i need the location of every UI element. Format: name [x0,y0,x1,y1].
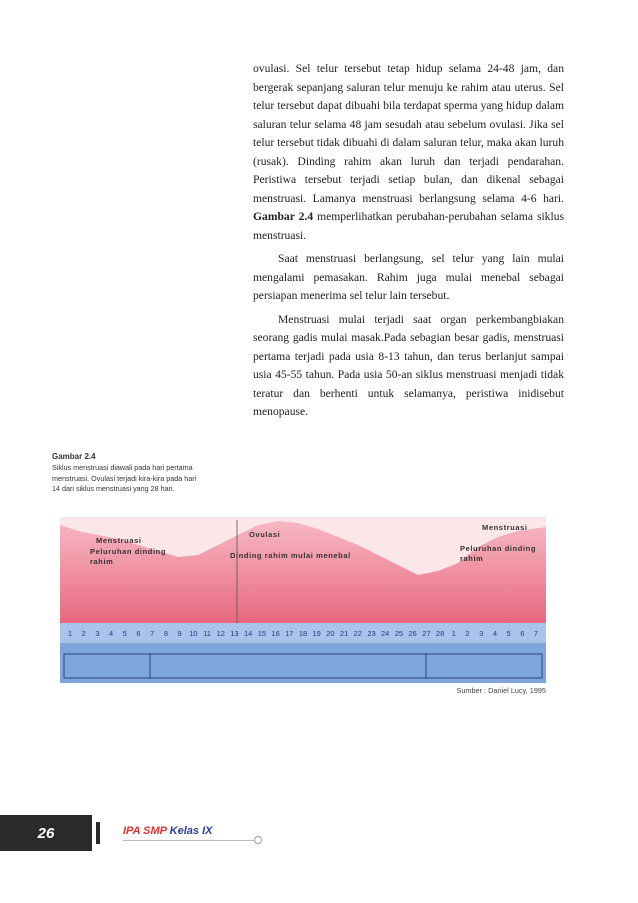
day-label: 28 [435,629,445,638]
label-peluruhan-right-2: rahim [460,554,484,563]
day-label: 1 [67,629,73,638]
caption-title: Gambar 2.4 [52,452,96,461]
day-label: 3 [479,629,484,638]
paragraph-2: Saat menstruasi berlangsung, sel telur yang lain mulai mengalami pemasakan. Rahim juga mulai menebal sebagai persiapan menerima sel telur lain tersebut. [253,252,564,302]
figure-caption [52,452,197,495]
menstrual-cycle-figure [58,515,548,685]
day-label: 8 [163,629,168,638]
day-label: 25 [394,629,404,638]
paragraph-3: Menstruasi mulai terjadi saat organ perkembangbiakan seorang gadis mulai masak.Pada sebagian besar gadis, menstruasi pertama terjadi pada usia 8-13 tahun, dan terus berlanjut sampai usia 45-55 tahun. Pada usia 50-an siklus menstruasi menjadi tidak teratur dan berhenti untuk selamanya, peristiwa inidisebut menopause. [253,312,564,418]
day-label: 5 [122,629,127,638]
day-label: 4 [492,629,497,638]
footer-divider [96,822,100,844]
label-peluruhan-left-1: Peluruhan dinding [90,547,167,556]
bottom-band [60,643,546,683]
day-label: 11 [203,629,211,638]
day-label: 6 [136,629,141,638]
day-label: 19 [312,629,321,638]
footer-dot-icon [254,836,262,844]
day-label: 2 [465,629,470,638]
day-label: 22 [353,629,362,638]
day-label: 4 [109,629,114,638]
body-text [253,60,564,427]
label-peluruhan-right-1: Peluruhan dinding [460,544,537,553]
footer-rule [123,840,255,841]
caption-text: Siklus menstruasi diawali pada hari pertama menstruasi. Ovulasi terjadi kira-kira pada hari 14 dari siklus menstruasi yang 28 hari. [52,463,197,494]
day-label: 20 [326,629,335,638]
day-label: 27 [422,629,431,638]
day-label: 24 [381,629,390,638]
figure-reference: Gambar 2.4 [253,210,314,223]
label-menstruasi-right: Menstruasi [482,523,528,532]
label-peluruhan-left-2: rahim [90,557,114,566]
day-label: 15 [257,629,267,638]
day-label: 2 [81,629,86,638]
day-label: 7 [150,629,155,638]
day-label: 26 [408,629,417,638]
figure-source: Sumber : Daniel Lucy, 1995 [456,686,546,695]
footer-book-title: IPA SMP Kelas IX [123,825,213,837]
day-label: 1 [451,629,456,638]
day-label: 5 [506,629,511,638]
day-label: 14 [244,629,253,638]
day-label: 16 [271,629,280,638]
day-label: 7 [533,629,539,638]
day-label: 23 [367,629,376,638]
day-label: 21 [339,629,349,638]
label-ovulasi: Ovulasi [249,530,281,539]
day-label: 18 [298,629,308,638]
day-labels [68,629,538,638]
day-label: 17 [285,629,294,638]
label-menstruasi-left: Menstruasi [96,536,142,545]
day-label: 10 [189,629,198,638]
day-label: 3 [95,629,100,638]
cycle-illustration [58,515,548,685]
day-label: 12 [216,629,225,638]
label-dinding: Dinding rahim mulai menebal [230,551,351,560]
paragraph-1: ovulasi. Sel telur tersebut tetap hidup selama 24-48 jam, dan bergerak sepanjang saluran telur menuju ke rahim atau uterus. Sel telur tersebut dapat dibuahi bila terdapat sperma yang hidup dalam saluran telur selama 48 jam sesudah atau sebelum ovulasi. Jika sel telur tersebut tidak dibuahi di dalam saluran telur, maka akan luruh (rusak). Dinding rahim akan luruh dan terjadi pendarahan. Peristiwa tersebut terjadi setiap bulan, dan dikenal sebagai menstruasi. Lamanya menstruasi berlangsung selama 4-6 hari. Gambar 2.4 memperlihatkan perubahan-perubahan selama siklus menstruasi. [253,62,564,242]
day-label: 13 [230,629,239,638]
day-label: 9 [177,629,182,638]
page-number: 26 [0,815,92,851]
day-label: 6 [520,629,525,638]
